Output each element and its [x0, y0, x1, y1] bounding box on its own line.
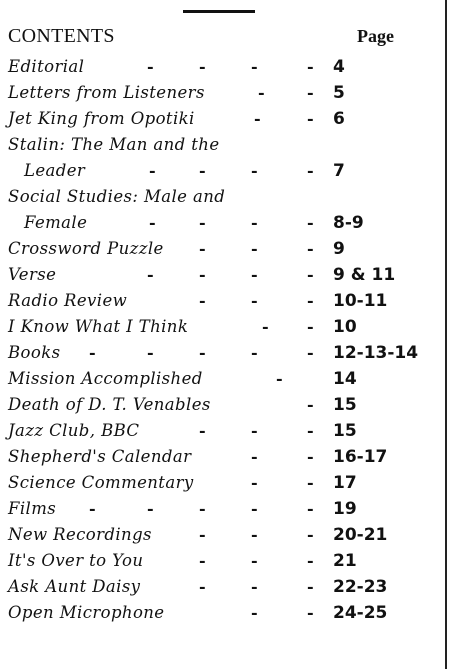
entry-venables: [8, 390, 438, 416]
entry-page: 17: [333, 473, 357, 493]
dot-leader: -: [251, 239, 258, 258]
entry-title: It's Over to You: [8, 551, 144, 570]
dot-leader: -: [307, 499, 314, 518]
dot-leader: -: [199, 213, 206, 232]
dot-leader: -: [307, 551, 314, 570]
dot-leader: -: [251, 161, 258, 180]
entry-page: 10: [333, 317, 357, 337]
entry-title: Books: [8, 343, 61, 362]
dot-leader: -: [199, 577, 206, 596]
dot-leader: -: [147, 343, 154, 362]
dot-leader: -: [307, 421, 314, 440]
dot-leader: -: [307, 395, 314, 414]
top-rule: [183, 10, 255, 13]
contents-header: [8, 24, 438, 48]
entry-page: 12-13-14: [333, 343, 419, 363]
dot-leader: -: [307, 161, 314, 180]
entry-over-to-you: [8, 546, 438, 572]
entry-radio-review: [8, 286, 438, 312]
entry-title: Letters from Listeners: [8, 83, 205, 102]
dot-leader: -: [307, 291, 314, 310]
entry-i-know: [8, 312, 438, 338]
entry-title: Shepherd's Calendar: [8, 447, 192, 466]
dot-leader: -: [251, 499, 258, 518]
dot-leader: -: [251, 343, 258, 362]
dot-leader: -: [251, 447, 258, 466]
entry-page: 10-11: [333, 291, 388, 311]
entry-title: Radio Review: [8, 291, 128, 310]
entry-verse: [8, 260, 438, 286]
entry-films: [8, 494, 438, 520]
dot-leader: -: [307, 525, 314, 544]
entry-page: 6: [333, 109, 345, 129]
entry-title: Mission Accomplished: [8, 369, 203, 388]
dot-leader: -: [199, 161, 206, 180]
entry-shepherds: [8, 442, 438, 468]
dot-leader: -: [307, 577, 314, 596]
dot-leader: -: [307, 447, 314, 466]
dot-leader: -: [251, 551, 258, 570]
dot-leader: -: [307, 317, 314, 336]
dot-leader: -: [149, 213, 156, 232]
dot-leader: -: [251, 577, 258, 596]
dot-leader: -: [89, 343, 96, 362]
entry-title: New Recordings: [8, 525, 152, 544]
entry-page: 7: [333, 161, 345, 181]
dot-leader: -: [199, 551, 206, 570]
entry-title: Death of D. T. Venables: [8, 395, 211, 414]
entry-page: 9 & 11: [333, 265, 396, 285]
dot-leader: -: [251, 291, 258, 310]
entry-science: [8, 468, 438, 494]
entry-title: Films: [8, 499, 57, 518]
entry-open-microphone: [8, 598, 438, 624]
entry-crossword: [8, 234, 438, 260]
entry-page: 15: [333, 395, 357, 415]
dot-leader: -: [307, 83, 314, 102]
entry-page: 8-9: [333, 213, 364, 233]
dot-leader: -: [307, 109, 314, 128]
entry-title: I Know What I Think: [8, 317, 189, 336]
dot-leader: -: [89, 499, 96, 518]
entry-books: [8, 338, 438, 364]
dot-leader: -: [147, 57, 154, 76]
dot-leader: -: [149, 161, 156, 180]
entry-new-recordings: [8, 520, 438, 546]
dot-leader: -: [251, 265, 258, 284]
entry-title: Crossword Puzzle: [8, 239, 164, 258]
entry-page: 16-17: [333, 447, 388, 467]
dot-leader: -: [199, 291, 206, 310]
dot-leader: -: [251, 421, 258, 440]
contents-list: [8, 52, 438, 624]
entry-title: Social Studies: Male and Female: [8, 187, 226, 232]
contents-title: CONTENTS: [8, 25, 115, 47]
dot-leader: -: [147, 265, 154, 284]
entry-mission: [8, 364, 438, 390]
entry-jazz-club: [8, 416, 438, 442]
dot-leader: -: [276, 369, 283, 388]
dot-leader: -: [199, 57, 206, 76]
entry-page: 24-25: [333, 603, 388, 623]
dot-leader: -: [147, 499, 154, 518]
dot-leader: -: [307, 343, 314, 362]
dot-leader: -: [262, 317, 269, 336]
entry-page: 5: [333, 83, 345, 103]
dot-leader: -: [307, 473, 314, 492]
entry-jet-king: [8, 104, 438, 130]
dot-leader: -: [251, 57, 258, 76]
entry-page: 4: [333, 57, 345, 77]
dot-leader: -: [251, 603, 258, 622]
entry-title: Jet King from Opotiki: [8, 109, 195, 128]
entry-page: 22-23: [333, 577, 388, 597]
entry-page: 14: [333, 369, 357, 389]
entry-editorial: [8, 52, 438, 78]
entry-page: 21: [333, 551, 357, 571]
entry-title: Jazz Club, BBC: [8, 421, 140, 440]
page-column-label: Page: [357, 26, 394, 46]
dot-leader: -: [199, 499, 206, 518]
dot-leader: -: [199, 525, 206, 544]
entry-social-studies: [8, 182, 438, 234]
dot-leader: -: [254, 109, 261, 128]
dot-leader: -: [199, 421, 206, 440]
dot-leader: -: [307, 213, 314, 232]
dot-leader: -: [258, 83, 265, 102]
dot-leader: -: [199, 343, 206, 362]
entry-title: Verse: [8, 265, 57, 284]
entry-page: 15: [333, 421, 357, 441]
entry-title: Stalin: The Man and the Leader: [8, 135, 220, 180]
dot-leader: -: [307, 239, 314, 258]
dot-leader: -: [199, 239, 206, 258]
dot-leader: -: [199, 265, 206, 284]
dot-leader: -: [307, 265, 314, 284]
dot-leader: -: [307, 57, 314, 76]
dot-leader: -: [251, 525, 258, 544]
entry-aunt-daisy: [8, 572, 438, 598]
entry-title: Ask Aunt Daisy: [8, 577, 141, 596]
right-column-rule: [445, 0, 447, 669]
entry-stalin: [8, 130, 438, 182]
entry-title: Science Commentary: [8, 473, 194, 492]
entry-page: 20-21: [333, 525, 388, 545]
dot-leader: -: [251, 473, 258, 492]
entry-title: Open Microphone: [8, 603, 165, 622]
entry-page: 19: [333, 499, 357, 519]
dot-leader: -: [251, 213, 258, 232]
entry-page: 9: [333, 239, 345, 259]
entry-title: Editorial: [8, 57, 85, 76]
dot-leader: -: [307, 603, 314, 622]
entry-letters: [8, 78, 438, 104]
